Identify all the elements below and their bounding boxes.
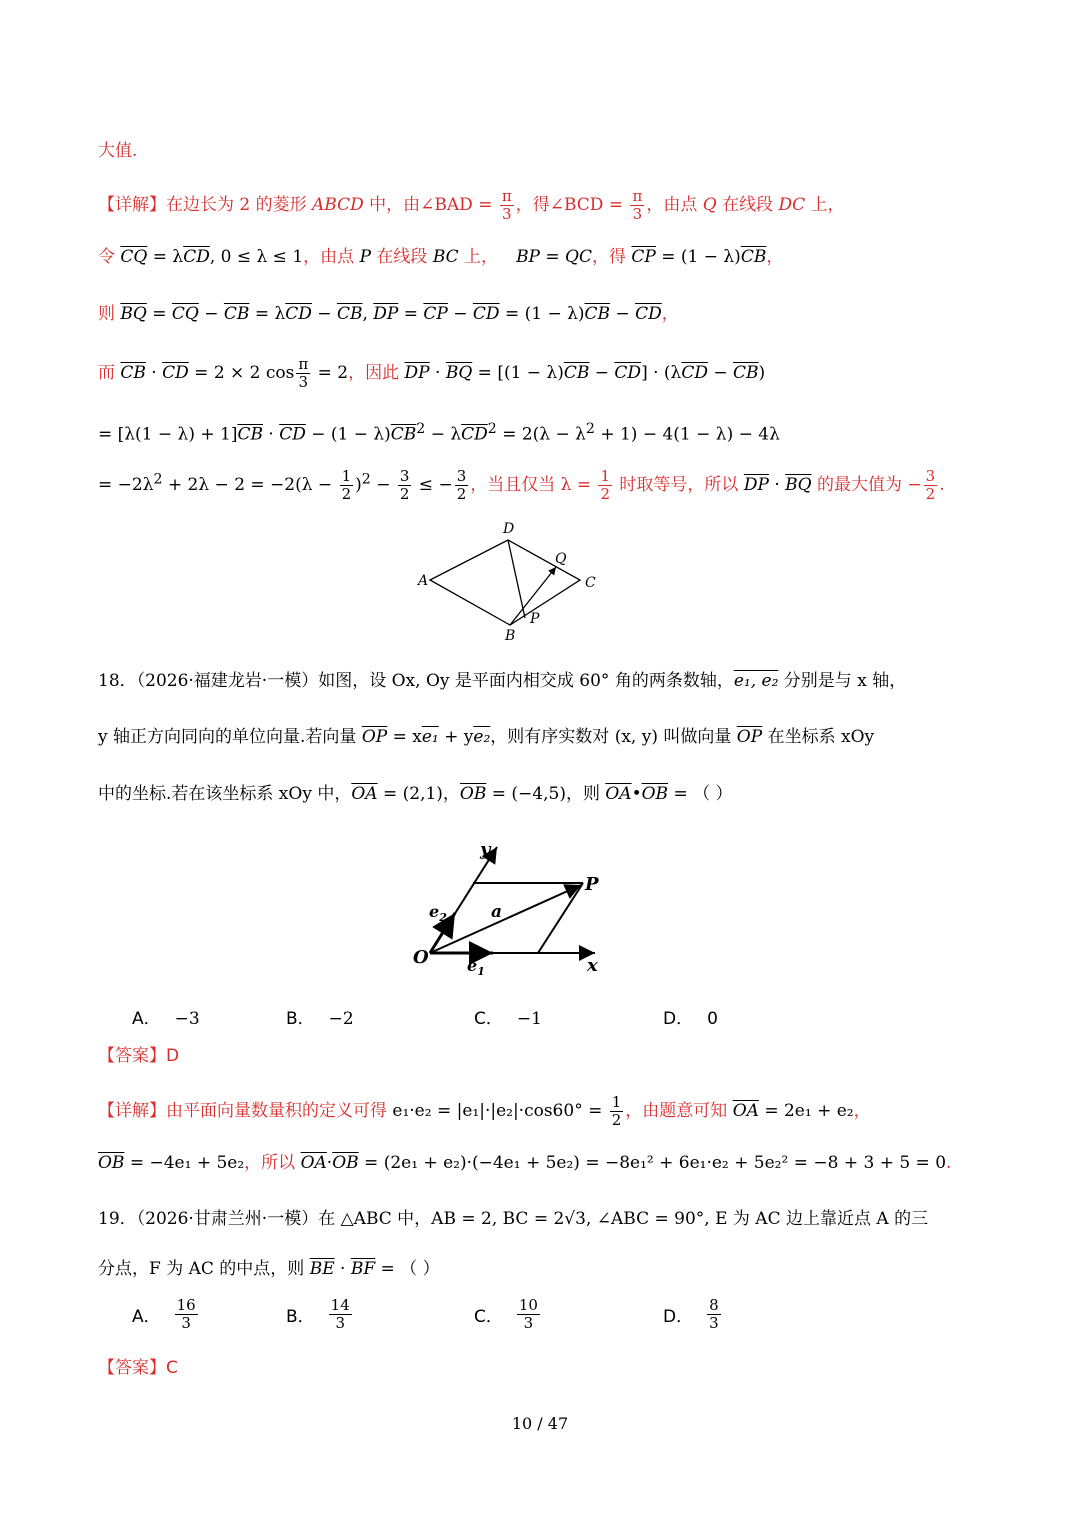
answer-value: D (166, 1046, 180, 1066)
math: − (370, 475, 396, 495)
option-label: C． (474, 1307, 503, 1327)
option-value: −3 (174, 1009, 200, 1029)
denominator: 3 (181, 1314, 191, 1332)
option-label: B． (286, 1307, 315, 1327)
text: = （ ） (668, 784, 733, 804)
solution-line-1 (98, 188, 845, 223)
vector-cd: $\overline{CD}$ (635, 304, 662, 324)
text: 上， (458, 247, 499, 267)
vector-oa: $\overline{OA}$ (300, 1153, 327, 1173)
vector-cp: $\overline{CP}$ (423, 304, 448, 324)
vector-cd: $\overline{CD}$ (279, 424, 306, 445)
math: = −4e₁ + 5e₂ (124, 1153, 245, 1173)
numerator: 3 (399, 467, 410, 485)
fraction-3-2 (924, 468, 938, 503)
vector-ob: $\overline{OB}$ (459, 784, 487, 804)
subscript: 1 (477, 965, 485, 975)
math: · (262, 424, 280, 445)
math: = (398, 304, 424, 324)
dot: · (326, 1153, 333, 1173)
q18-line-3 (98, 783, 733, 805)
math: ) (758, 363, 766, 383)
q18-option-b[interactable] (286, 1004, 354, 1029)
math: = 2(λ − λ (496, 424, 586, 445)
q18-detail-line-2 (98, 1152, 951, 1174)
solution-tag: 【详解】 (98, 1101, 166, 1121)
math: = (2,1)， (377, 784, 460, 804)
option-fraction (175, 1297, 198, 1332)
text: ，由点 (303, 247, 360, 267)
text: 中，由∠BAD = (363, 195, 498, 215)
option-value: −2 (328, 1009, 354, 1029)
subscript: 2 (439, 911, 447, 924)
exponent: 2 (585, 421, 595, 437)
denominator: 3 (335, 1314, 345, 1332)
label-e2 (429, 902, 447, 924)
vector-ob: $\overline{OB}$ (98, 1153, 125, 1173)
option-label: A． (132, 1009, 161, 1029)
label-c: C (585, 575, 596, 591)
text: ，得 (592, 247, 632, 267)
vector-cb: $\overline{CB}$ (120, 363, 146, 383)
q19-option-c[interactable] (474, 1297, 542, 1332)
rhombus-figure (400, 515, 620, 645)
text: 在边长为 2 的菱形 (166, 195, 313, 215)
text: ， (853, 1101, 871, 1121)
e: e (467, 956, 478, 975)
option-fraction (707, 1297, 721, 1332)
numerator: 1 (341, 467, 352, 485)
text: y 轴正方向同向的单位向量.若向量 (98, 727, 362, 747)
vector-cd: $\overline{CD}$ (472, 304, 500, 324)
numerator: π (632, 187, 643, 205)
math: = (146, 304, 172, 324)
vector-oa: $\overline{OA}$ (605, 784, 632, 804)
solution-tag: 【详解】 (98, 195, 166, 215)
option-fraction (517, 1297, 540, 1332)
math: · (145, 363, 163, 383)
math: · (429, 363, 446, 383)
vector-cq: $\overline{CQ}$ (120, 247, 148, 267)
text: 在线段 (371, 247, 433, 267)
math: = (−4,5)，则 (486, 784, 606, 804)
option-label: D． (663, 1307, 694, 1327)
text: 的最大值为 − (811, 475, 922, 495)
dot: · (334, 1259, 351, 1279)
math: + 2λ − 2 = −2(λ − (162, 475, 338, 495)
text: 在线段 (716, 195, 779, 215)
math: = λ (249, 304, 286, 324)
vector-dp: $\overline{DP}$ (404, 363, 430, 383)
option-label: B． (286, 1009, 315, 1029)
q18-line-1 (98, 670, 906, 692)
text: ，得∠BCD = (515, 195, 629, 215)
vector-cd: $\overline{CD}$ (285, 304, 312, 324)
segment-dp (508, 540, 525, 618)
solution-line-6 (98, 468, 945, 503)
text: ，由题意可知 (625, 1101, 733, 1121)
text: = （ ） (375, 1259, 440, 1279)
denominator: 2 (600, 485, 611, 503)
vector-cb: $\overline{CB}$ (740, 247, 767, 267)
math: ) (355, 475, 362, 495)
q19-answer (98, 1357, 178, 1379)
numerator: π (298, 355, 309, 373)
exponent: 2 (361, 471, 371, 488)
math: = [λ(1 − λ) + 1] (98, 424, 238, 445)
math: e₁·e₂ = |e₁|·|e₂|·cos60° = (392, 1101, 608, 1121)
math: − (1 − λ) (305, 424, 391, 445)
label-o: O (413, 947, 429, 968)
text: ， (661, 304, 679, 324)
label-p: P (530, 611, 540, 627)
text: . (939, 475, 945, 495)
vector-cb: $\overline{CB}$ (223, 304, 250, 324)
vector-oa: $\overline{OA}$ (732, 1101, 759, 1121)
vector-cd: $\overline{CD}$ (183, 247, 210, 267)
fraction-3-2 (455, 468, 469, 503)
var-q: Q (702, 195, 717, 215)
numerator: 3 (925, 467, 936, 485)
label-e1 (467, 956, 485, 975)
exponent: 2 (487, 421, 497, 437)
denominator: 3 (523, 1314, 534, 1332)
vector-e1: e₁ (421, 727, 439, 747)
vector-cb: $\overline{CB}$ (584, 304, 611, 324)
math: , (362, 304, 374, 324)
vector-cp: $\overline{CP}$ (631, 247, 656, 267)
label-q: Q (555, 551, 567, 567)
text: ， (766, 247, 784, 267)
q18-detail-line-1 (98, 1094, 871, 1129)
vector-op: $\overline{OP}$ (736, 727, 763, 747)
option-label: D． (663, 1009, 694, 1029)
math: + y (438, 727, 474, 747)
vectors-e1-e2: e₁, e₂ (733, 671, 779, 691)
text: ，所以 (244, 1153, 301, 1173)
q19-option-a[interactable] (132, 1297, 200, 1332)
vector-cd: $\overline{CD}$ (162, 363, 189, 383)
q19-line-1: 19．（2026·甘肃兰州·一模）在 △ABC 中，AB = 2, BC = 2√3, ∠ABC = 90°, E 为 AC 边上靠近点 A 的三 (98, 1209, 929, 1229)
math: − (311, 304, 337, 324)
math: = (1 − λ) (499, 304, 585, 324)
math: − (447, 304, 473, 324)
fraction-1-2 (598, 468, 612, 503)
q18-line-2 (98, 726, 874, 748)
vector-cb: $\overline{CB}$ (237, 424, 263, 445)
vector-bq: $\overline{BQ}$ (785, 475, 812, 495)
math: = 2 × 2 cos (188, 363, 295, 383)
page-number: 10 / 47 (511, 1414, 569, 1433)
text: 则 (98, 304, 121, 324)
math: − (589, 363, 615, 383)
math: ≤ − (413, 475, 453, 495)
math: = [(1 − λ) (472, 363, 564, 383)
option-fraction (329, 1297, 352, 1332)
text: . (946, 1153, 952, 1173)
vector-cb: $\overline{CB}$ (563, 363, 590, 383)
text: 中的坐标.若在该坐标系 xOy 中， (98, 784, 352, 804)
solution-line-5 (98, 418, 780, 446)
math: − λ (425, 424, 462, 445)
vector-be: $\overline{BE}$ (309, 1259, 335, 1279)
label-a-vector: a (491, 902, 503, 922)
numerator: 3 (456, 467, 467, 485)
math: = −2λ (98, 475, 154, 495)
fraction-1-2 (610, 1094, 624, 1129)
var-dc: DC (778, 195, 806, 215)
numerator: 10 (518, 1296, 538, 1314)
denominator: 2 (341, 485, 352, 503)
label-p: P (585, 874, 599, 895)
vector-dp: $\overline{DP}$ (373, 304, 399, 324)
text: 时取等号，所以 (614, 475, 744, 495)
vector-bf: $\overline{BF}$ (350, 1259, 376, 1279)
q18-option-d[interactable] (663, 1004, 718, 1029)
option-value: 0 (707, 1009, 718, 1029)
denominator: 2 (925, 485, 936, 503)
option-label: C． (474, 1009, 503, 1029)
exponent: 2 (416, 421, 426, 437)
denominator: 2 (399, 485, 410, 503)
denominator: 3 (632, 205, 643, 223)
vector-bq: $\overline{BQ}$ (445, 363, 473, 383)
solution-line-2 (98, 246, 783, 268)
text: 在坐标系 xOy (762, 727, 875, 747)
label-x: x (587, 955, 598, 975)
vector-bq: $\overline{BQ}$ (120, 304, 147, 324)
math: − (610, 304, 636, 324)
numerator: 1 (611, 1093, 622, 1111)
math: = 2e₁ + e₂ (758, 1101, 854, 1121)
math: − (198, 304, 224, 324)
text: 由平面向量数量积的定义可得 (166, 1101, 393, 1121)
vector-oa: $\overline{OA}$ (351, 784, 378, 804)
math: ] · (λ (641, 363, 682, 383)
vector-ob: $\overline{OB}$ (641, 784, 669, 804)
text: ，则有序实数对 (x, y) 叫做向量 (490, 727, 737, 747)
q18-answer (98, 1045, 179, 1067)
numerator: 14 (330, 1296, 350, 1314)
numerator: 8 (709, 1296, 719, 1314)
vector-cd: $\overline{CD}$ (461, 424, 488, 445)
continuation-text: 大值. (98, 141, 138, 161)
option-label: A． (132, 1307, 161, 1327)
q18-option-a[interactable] (132, 1004, 200, 1029)
denominator: 3 (709, 1314, 719, 1332)
text: 令 (98, 247, 121, 267)
e: e (429, 902, 440, 921)
q19-line-2 (98, 1258, 440, 1280)
math: BP = QC (516, 247, 592, 267)
text: 上， (805, 195, 845, 215)
numerator: π (501, 187, 512, 205)
fraction-3-2 (398, 468, 412, 503)
label-a: A (418, 573, 429, 589)
math: · (768, 475, 786, 495)
solution-line-3 (98, 303, 679, 325)
var-bc: BC (432, 247, 459, 267)
var-p: P (359, 247, 372, 267)
text: 而 (98, 363, 121, 383)
vector-dp: $\overline{DP}$ (743, 475, 769, 495)
denominator: 2 (456, 485, 467, 503)
vector-cb: $\overline{CB}$ (390, 424, 417, 445)
math: = λ (147, 247, 184, 267)
fraction-pi-3 (630, 188, 644, 223)
label-d: D (503, 521, 515, 537)
oblique-axes-figure (405, 835, 615, 975)
math: = (2e₁ + e₂)·(−4e₁ + 5e₂) = −8e₁² + 6e₁·e₂ + 5e₂² = −8 + 3 + 5 = 0 (358, 1153, 947, 1173)
vector-op: $\overline{OP}$ (361, 727, 388, 747)
vector-ob: $\overline{OB}$ (332, 1153, 359, 1173)
fraction-pi-3 (296, 356, 310, 391)
math: = 2 (312, 363, 349, 383)
text: ，由点 (646, 195, 703, 215)
q19-option-d[interactable] (663, 1297, 723, 1332)
fraction-1-2 (340, 468, 354, 503)
vector-cq: $\overline{CQ}$ (171, 304, 199, 324)
answer-tag: 【答案】 (98, 1046, 166, 1066)
numerator: 16 (176, 1296, 196, 1314)
text: 18．（2026·福建龙岩·一模）如图，设 Ox, Oy 是平面内相交成 60° 角的两条数轴， (98, 671, 734, 691)
numerator: 1 (600, 467, 611, 485)
denominator: 3 (502, 205, 512, 223)
vector-cd: $\overline{CD}$ (681, 363, 708, 383)
math: = (1 − λ) (655, 247, 741, 267)
var-abcd: ABCD (312, 195, 364, 215)
exponent: 2 (153, 471, 163, 488)
fraction-pi-3 (500, 188, 514, 223)
text: 分点，F 为 AC 的中点，则 (98, 1259, 310, 1279)
label-b: B (505, 628, 516, 644)
denominator: 2 (611, 1111, 622, 1129)
vector-cd: $\overline{CD}$ (614, 363, 642, 383)
q18-option-c[interactable] (474, 1004, 542, 1029)
math: + 1) − 4(1 − λ) − 4λ (594, 424, 780, 445)
dot: • (631, 784, 642, 804)
vector-cb: $\overline{CB}$ (733, 363, 759, 383)
vector-e2: e₂ (473, 727, 491, 747)
denominator: 3 (298, 373, 309, 391)
text: ，因此 (348, 363, 405, 383)
vector-cb: $\overline{CB}$ (336, 304, 363, 324)
math: , 0 ≤ λ ≤ 1 (209, 247, 304, 267)
answer-value: C (166, 1358, 178, 1378)
math: = x (387, 727, 422, 747)
solution-line-4 (98, 356, 765, 391)
text: ，当且仅当 λ = (470, 475, 597, 495)
text: 分别是与 x 轴， (778, 671, 907, 691)
q19-option-b[interactable] (286, 1297, 354, 1332)
math: − (707, 363, 734, 383)
answer-tag: 【答案】 (98, 1358, 166, 1378)
label-y: y (480, 839, 491, 860)
option-value: −1 (516, 1009, 542, 1029)
